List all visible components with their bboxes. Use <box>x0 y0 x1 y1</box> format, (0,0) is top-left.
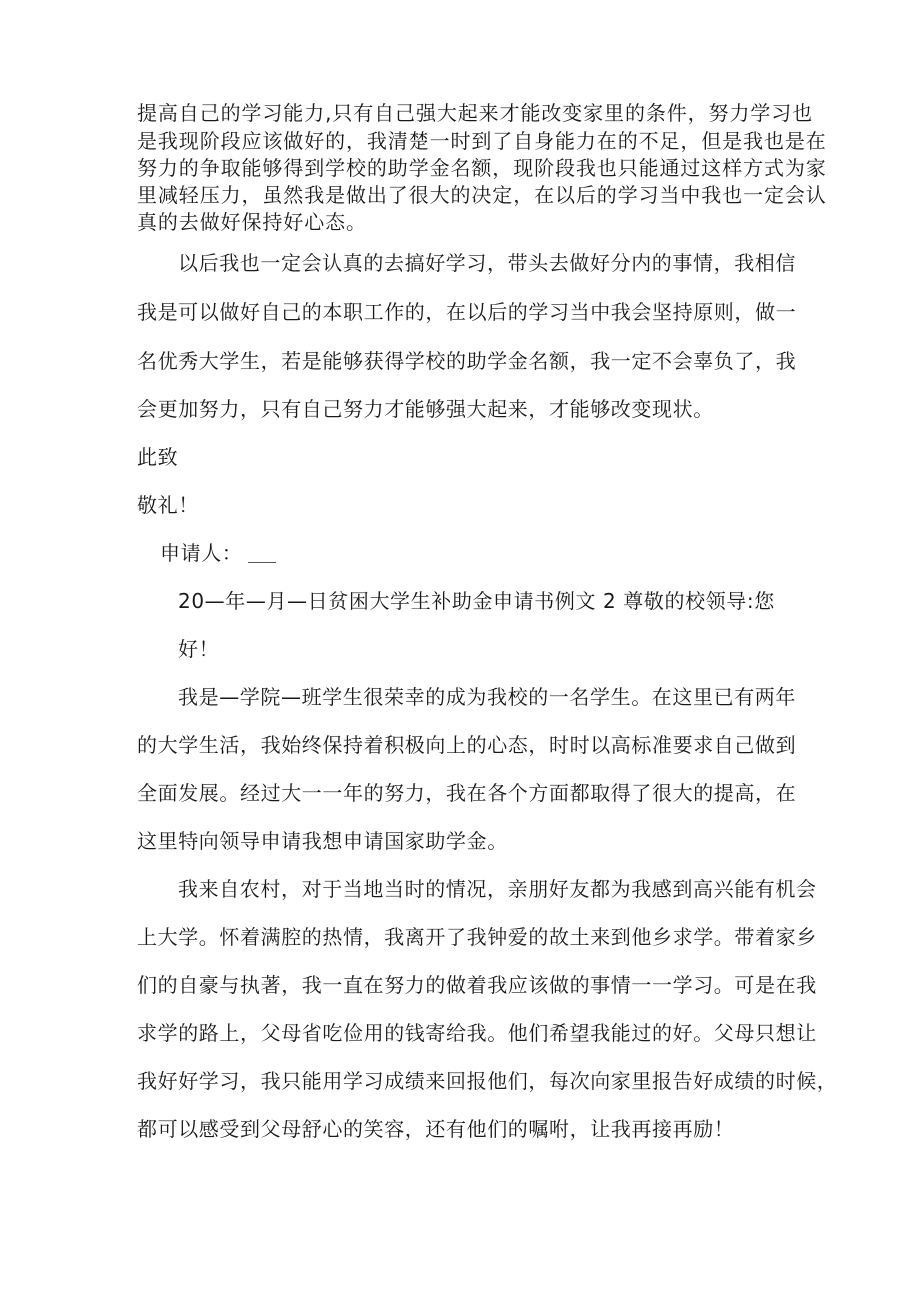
paragraph-1-line-2: 是我现阶段应该做好的，我清楚一时到了自身能力在的不足，但是我也是在 <box>137 129 827 153</box>
applicant-label: 申请人： <box>160 541 243 565</box>
paragraph-1-line-4: 里减轻压力，虽然我是做出了很大的决定，在以后的学习当中我也一定会认 <box>137 183 827 207</box>
closing-jingli: 敬礼！ <box>137 493 199 517</box>
paragraph-4-line-2: 上大学。怀着满腔的热情，我离开了我钟爱的故土来到他乡求学。带着家乡 <box>137 925 817 949</box>
paragraph-4-line-1: 我来自农村，对于当地当时的情况，亲朋好友都为我感到高兴能有机会 <box>178 877 817 901</box>
paragraph-2-line-4: 会更加努力，只有自己努力才能够强大起来，才能够改变现状。 <box>137 397 714 421</box>
paragraph-1-line-3: 努力的争取能够得到学校的助学金名额，现阶段我也只能通过这样方式为家 <box>137 156 827 180</box>
paragraph-1-line-5: 真的去做好保持好心态。 <box>137 210 367 234</box>
paragraph-2-line-3: 名优秀大学生，若是能够获得学校的助学金名额，我一定不会辜负了，我 <box>137 349 797 373</box>
paragraph-3-line-3: 全面发展。经过大一一年的努力，我在各个方面都取得了很大的提高，在 <box>137 781 797 805</box>
paragraph-4-line-3: 们的自豪与执著，我一直在努力的做着我应该做的事情一一学习。可是在我 <box>137 973 817 997</box>
applicant-line <box>160 543 276 563</box>
signature-blank <box>248 546 276 563</box>
paragraph-2-line-1: 以后我也一定会认真的去搞好学习，带头去做好分内的事情，我相信 <box>178 251 796 275</box>
paragraph-3-line-4: 这里特向领导申请我想申请国家助学金。 <box>137 829 508 853</box>
closing-cizhi: 此致 <box>137 445 179 469</box>
paragraph-4-line-6: 都可以感受到父母舒心的笑容，还有他们的嘱咐，让我再接再励！ <box>137 1117 735 1141</box>
paragraph-1-line-1: 提高自己的学习能力,只有自己强大起来才能改变家里的条件，努力学习也 <box>137 101 814 125</box>
paragraph-4-line-4: 求学的路上，父母省吃俭用的钱寄给我。他们希望我能过的好。父母只想让 <box>137 1021 817 1045</box>
paragraph-3-line-1: 我是—学院—班学生很荣幸的成为我校的一名学生。在这里已有两年 <box>178 685 796 709</box>
paragraph-4-line-5: 我好好学习，我只能用学习成绩来回报他们，每次向家里报告好成绩的时候， <box>137 1069 838 1093</box>
paragraph-2-line-2: 我是可以做好自己的本职工作的，在以后的学习当中我会坚持原则，做一 <box>137 300 797 324</box>
paragraph-3-line-2: 的大学生活，我始终保持着积极向上的心态，时时以高标准要求自己做到 <box>137 733 797 757</box>
example-heading-line-1: 20—年—月—日贫困大学生补助金申请书例文 2 尊敬的校领导:您 <box>178 589 775 613</box>
example-heading-line-2: 好！ <box>178 637 220 661</box>
